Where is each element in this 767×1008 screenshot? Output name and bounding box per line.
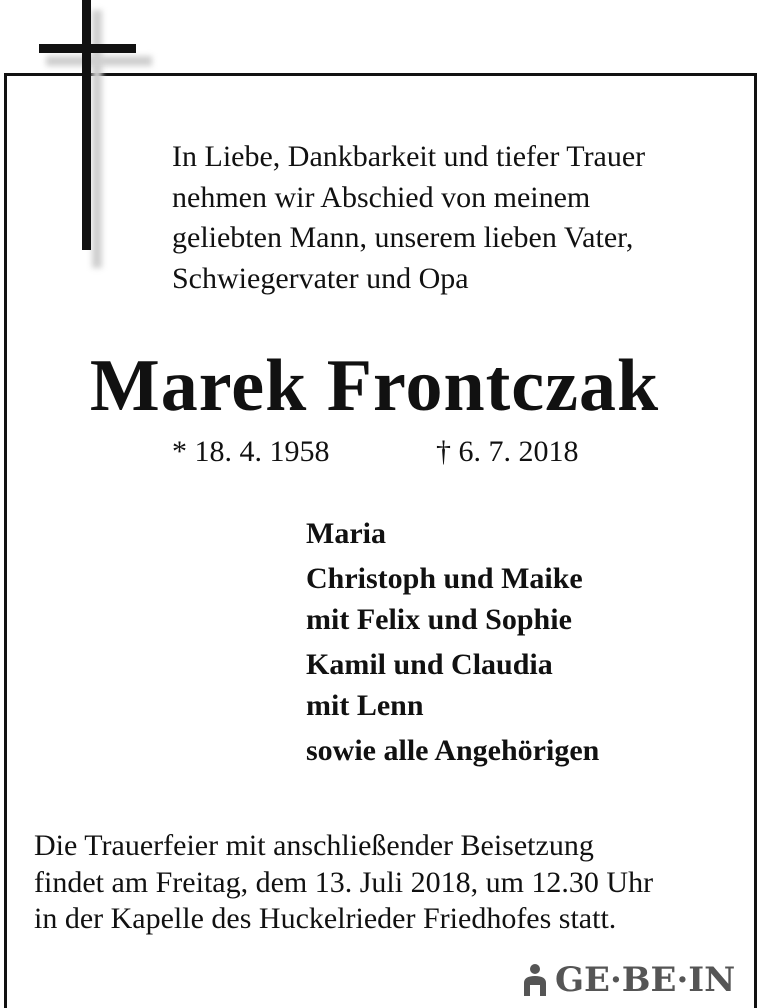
intro-line: geliebten Mann, unserem lieben Vater, — [172, 221, 634, 254]
birth-date: * 18. 4. 1958 — [172, 435, 330, 468]
death-date: † 6. 7. 2018 — [436, 435, 579, 468]
intro-line: Schwiegervater und Opa — [172, 261, 469, 295]
intro-line: nehmen wir Abschied von meinem — [172, 180, 591, 214]
mourner-line: Christoph und Maike — [306, 562, 583, 595]
deceased-name: Marek Frontczak — [89, 345, 660, 427]
gebein-logo — [521, 960, 735, 1000]
mourners-list — [306, 513, 599, 775]
mourner-group — [306, 558, 599, 640]
mourner-line: Maria — [306, 517, 386, 550]
gebein-logo-icon — [521, 963, 549, 997]
mourner-line: Kamil und Claudia — [306, 648, 553, 681]
funeral-line: Die Trauerfeier mit anschließender Beisetzung — [34, 829, 594, 862]
intro-line: In Liebe, Dankbarkeit und tiefer Trauer — [172, 140, 646, 173]
logo-text: GE·BE·IN — [555, 960, 736, 1000]
intro-text — [172, 137, 734, 299]
mourner-group — [306, 644, 599, 726]
mourner-line: mit Lenn — [306, 689, 424, 722]
funeral-line: in der Kapelle des Huckelrieder Friedhofes statt. — [34, 902, 617, 935]
cross-icon — [0, 0, 160, 270]
funeral-line: findet am Freitag, dem 13. Juli 2018, um 12.30 Uhr — [34, 865, 654, 899]
mourner-group — [306, 730, 599, 771]
funeral-info — [34, 828, 734, 938]
mourner-line: mit Felix und Sophie — [306, 603, 572, 636]
mourner-line: sowie alle Angehörigen — [306, 734, 600, 767]
mourner-group — [306, 513, 599, 554]
